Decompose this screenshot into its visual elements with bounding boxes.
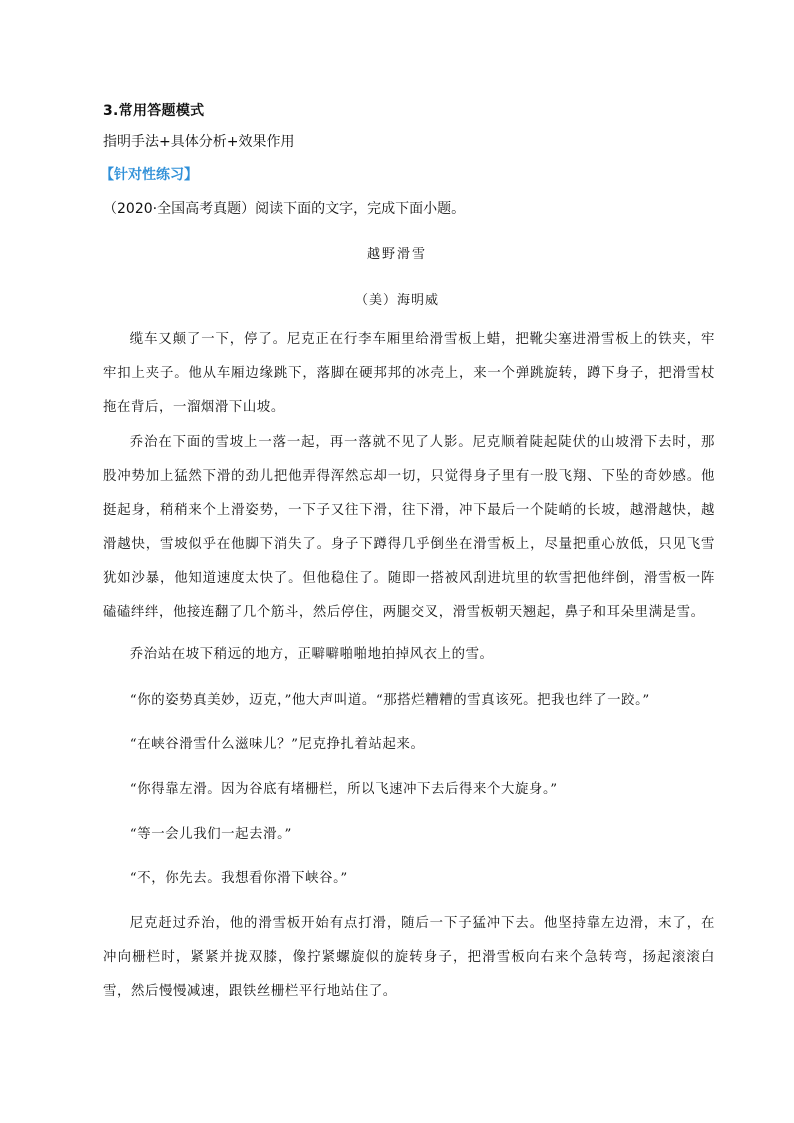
story-paragraph: “你的姿势真美妙，迈克，”他大声叫道。“那搭烂糟糟的雪真该死。把我也绊了一跤。” — [129, 693, 650, 708]
story-paragraph: “不，你先去。我想看你滑下峡谷。” — [129, 871, 348, 886]
story-paragraph: 乔治在下面的雪坡上一落一起，再一落就不见了人影。尼克顺着陡起陡伏的山坡滑下去时，那股冲势加上猛然下滑的劲儿把他弄得浑然忘却一切，只觉得身子里有一股飞翔、下坠的奇妙感。他挺起身，稍稍来个上滑姿势，一下子又往下滑，往下滑，冲下最后一个陡峭的长坡，越滑越快，越滑越快，雪坡似乎在他脚下消失了。身子下蹲得几乎倒坐在滑雪板上，尽量把重心放低，只见飞雪犹如沙暴，他知道速度太快了。但他稳住了。随即一搭被风刮进坑里的软雪把他绊倒，滑雪板一阵磕磕绊绊，他接连翻了几个筋斗，然后停住，两腿交叉，滑雪板朝天翘起，鼻子和耳朵里满是雪。 — [103, 435, 715, 620]
story-title: 越野滑雪 — [366, 247, 427, 262]
practice-label: 【针对性练习】 — [100, 167, 198, 183]
story-author: （美）海明威 — [354, 293, 439, 308]
story-paragraph: “你得靠左滑。因为谷底有堵栅栏，所以飞速冲下去后得来个大旋身。” — [129, 782, 558, 797]
section-heading: 3.常用答题模式 — [103, 103, 205, 119]
answer-method: 指明手法+具体分析+效果作用 — [103, 134, 295, 150]
question-intro: （2020·全国高考真题）阅读下面的文字，完成下面小题。 — [103, 201, 466, 217]
story-paragraph: 乔治站在坡下稍远的地方，正噼噼啪啪地拍掉风衣上的雪。 — [129, 647, 494, 662]
story-paragraph: “在峡谷滑雪什么滋味儿？”尼克挣扎着站起来。 — [129, 737, 425, 752]
story-paragraph: “等一会儿我们一起去滑。” — [129, 827, 292, 842]
story-paragraph: 尼克赶过乔治，他的滑雪板开始有点打滑，随后一下子猛冲下去。他坚持靠左边滑，末了，在冲向栅栏时，紧紧并拢双膝，像拧紧螺旋似的旋转身子，把滑雪板向右来个急转弯，扬起滚滚白雪，然后慢慢减速，跟铁丝栅栏平行地站住了。 — [103, 916, 715, 999]
story-paragraph: 缆车又颠了一下，停了。尼克正在行李车厢里给滑雪板上蜡，把靴尖塞进滑雪板上的铁夹，牢牢扣上夹子。他从车厢边缘跳下，落脚在硬邦邦的冰壳上，来一个弹跳旋转，蹲下身子，把滑雪杖拖在背后，一溜烟滑下山坡。 — [103, 332, 715, 415]
